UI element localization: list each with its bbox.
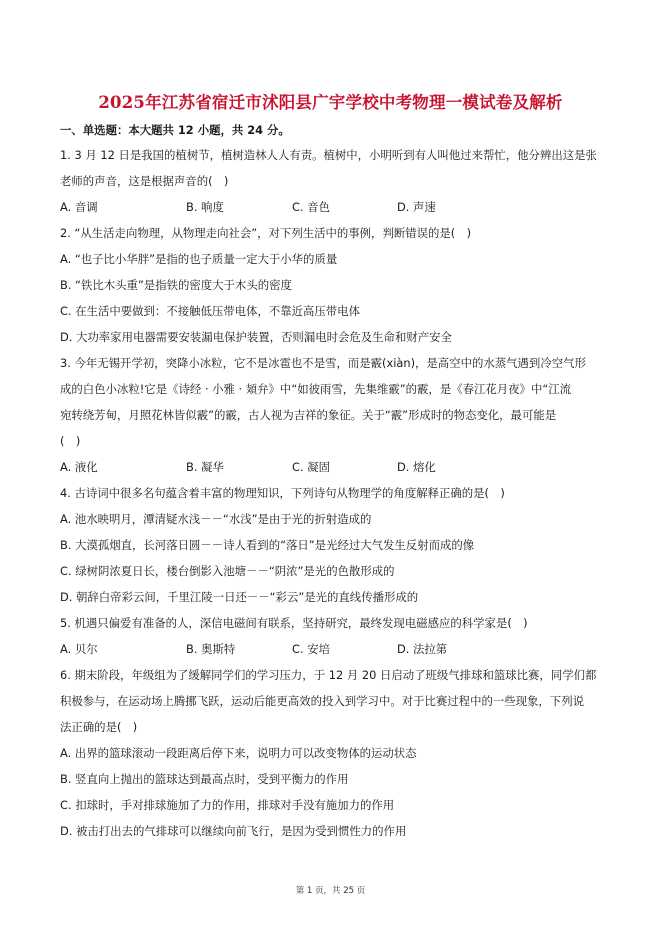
question-3-option-b: B. 凝华 — [186, 460, 224, 474]
question-1-line-2: 老师的声音，这是根据声音的( ) — [60, 174, 229, 188]
question-1-option-d: D. 声速 — [397, 200, 436, 214]
question-3-line-4: ( ) — [60, 434, 81, 448]
question-6-line-2: 积极参与，在运动场上腾挪飞跃，运动后能更高效的投入到学习中。对于比赛过程中的一些现象，下列说 — [60, 694, 584, 708]
question-1-option-c: C. 音色 — [292, 200, 330, 214]
question-6-option-b: B. 竖直向上抛出的篮球达到最高点时，受到平衡力的作用 — [60, 772, 349, 786]
question-3-option-c: C. 凝固 — [292, 460, 330, 474]
question-1-line-1: 1. 3 月 12 日是我国的植树节，植树造林人人有责。植树中，小明听到有人叫他过来帮忙，他分辨出这是张 — [60, 148, 597, 162]
question-2-option-a: A. “也子比小华胖”是指的也子质量一定大于小华的质量 — [60, 252, 338, 266]
question-3-line-2: 成的白色小冰粒!它是《诗经 · 小雅 · 頍弁》中“如彼雨雪，先集维霰”的霰，是《春江花月夜》中“江流 — [60, 382, 572, 396]
question-1-option-b: B. 响度 — [186, 200, 224, 214]
question-1-option-a: A. 音调 — [60, 200, 98, 214]
question-3-line-1: 3. 今年无锡开学初，突降小冰粒，它不是冰雹也不是雪，而是霰(xiàn)，是高空中的水蒸气遇到冷空气形 — [60, 356, 586, 370]
question-4-option-d: D. 朝辞白帝彩云间，千里江陵一日还－－“彩云”是光的直线传播形成的 — [60, 590, 419, 604]
question-6-option-c: C. 扣球时，手对排球施加了力的作用，排球对手没有施加力的作用 — [60, 798, 395, 812]
question-3-line-3: 宛转绕芳甸，月照花林皆似霰”的霰，古人视为吉祥的象征。关于“霰”形成时的物态变化，最可能是 — [60, 408, 557, 422]
question-4-line-1: 4. 古诗词中很多名句蕴含着丰富的物理知识，下列诗句从物理学的角度解释正确的是( ) — [60, 486, 505, 500]
question-4-option-b: B. 大漠孤烟直，长河落日圆－－诗人看到的“落日”是光经过大气发生反射而成的像 — [60, 538, 475, 552]
page-number-footer: 第 1 页，共 25 页 — [295, 886, 366, 896]
question-2-option-c: C. 在生活中要做到：不接触低压带电体，不靠近高压带电体 — [60, 304, 360, 318]
question-4-option-a: A. 池水映明月，潭清疑水浅－－“水浅”是由于光的折射造成的 — [60, 512, 372, 526]
question-5-option-c: C. 安培 — [292, 642, 330, 656]
question-4-option-c: C. 绿树阴浓夏日长，楼台倒影入池塘－－“阴浓”是光的色散形成的 — [60, 564, 395, 578]
question-6-option-a: A. 出界的篮球滚动一段距离后停下来，说明力可以改变物体的运动状态 — [60, 746, 417, 760]
question-5-option-b: B. 奥斯特 — [186, 642, 236, 656]
question-2-line-1: 2. “从生活走向物理，从物理走向社会”，对下列生活中的事例，判断错误的是( ) — [60, 226, 472, 240]
question-5-option-d: D. 法拉第 — [397, 642, 448, 656]
question-5-line-1: 5. 机遇只偏爱有准备的人，深信电磁间有联系，坚持研究，最终发现电磁感应的科学家是( ) — [60, 616, 528, 630]
question-6-line-3: 法正确的是( ) — [60, 720, 138, 734]
question-3-option-d: D. 熔化 — [397, 460, 436, 474]
section-heading: 一、单选题：本大题共 12 小题，共 24 分。 — [60, 123, 290, 137]
question-2-option-d: D. 大功率家用电器需要安装漏电保护装置，否则漏电时会危及生命和财产安全 — [60, 330, 452, 344]
question-6-line-1: 6. 期末阶段，年级组为了缓解同学们的学习压力，于 12 月 20 日启动了班级气排球和篮球比赛，同学们都 — [60, 668, 597, 682]
question-3-option-a: A. 液化 — [60, 460, 98, 474]
question-5-option-a: A. 贝尔 — [60, 642, 98, 656]
question-6-option-d: D. 被击打出去的气排球可以继续向前飞行，是因为受到惯性力的作用 — [60, 824, 407, 838]
page-title: 2025年江苏省宿迁市沭阳县广宇学校中考物理一模试卷及解析 — [98, 93, 563, 112]
question-2-option-b: B. “铁比木头重”是指铁的密度大于木头的密度 — [60, 278, 292, 292]
